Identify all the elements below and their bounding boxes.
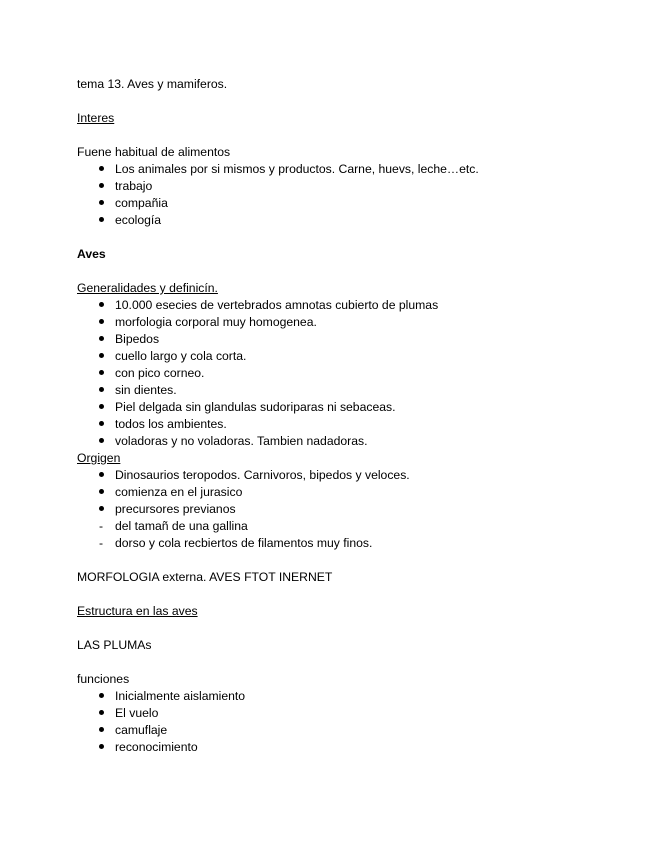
funciones-list — [77, 688, 637, 756]
list-item: Piel delgada sin glandulas sudoriparas ni sebaceas. — [77, 399, 637, 416]
bullet-icon — [95, 399, 107, 416]
list-item: Los animales por si mismos y productos. Carne, huevs, leche…etc. — [77, 161, 637, 178]
morfologia-note: MORFOLOGIA externa. AVES FTOT INERNET — [77, 570, 333, 584]
list-item: sin dientes. — [77, 382, 637, 399]
list-item: compañia — [77, 195, 637, 212]
list-item: con pico corneo. — [77, 365, 637, 382]
bullet-icon — [95, 688, 107, 705]
list-item: morfologia corporal muy homogenea. — [77, 314, 637, 331]
list-item: Dinosaurios teropodos. Carnivoros, bipedos y veloces. — [77, 467, 637, 484]
spacer — [77, 620, 637, 637]
bullet-icon — [95, 433, 107, 450]
list-item: trabajo — [77, 178, 637, 195]
spacer — [77, 654, 637, 671]
funciones-heading: funciones — [77, 672, 130, 686]
list-item: comienza en el jurasico — [77, 484, 637, 501]
spacer — [77, 127, 637, 144]
bullet-icon — [95, 314, 107, 331]
subheading-generalidades: Generalidades y definicín. — [77, 281, 218, 295]
spacer — [77, 552, 637, 569]
bullet-icon — [95, 382, 107, 399]
document-page — [77, 76, 637, 756]
list-item: ecología — [77, 212, 637, 229]
section-heading-interes: Interes — [77, 111, 115, 125]
bullet-icon — [95, 705, 107, 722]
list-item: - dorso y cola recbiertos de filamentos muy finos. — [77, 535, 637, 552]
bullet-icon — [95, 195, 107, 212]
dash-icon — [95, 518, 107, 535]
bullet-icon — [95, 467, 107, 484]
list-item: todos los ambientes. — [77, 416, 637, 433]
list-item: El vuelo — [77, 705, 637, 722]
list-item: Bipedos — [77, 331, 637, 348]
bullet-icon — [95, 739, 107, 756]
spacer — [77, 586, 637, 603]
list-item: 10.000 esecies de vertebrados amnotas cubierto de plumas — [77, 297, 637, 314]
bullet-icon — [95, 161, 107, 178]
plumas-heading: LAS PLUMAs — [77, 638, 152, 652]
list-item: Inicialmente aislamiento — [77, 688, 637, 705]
subheading-origen: Orgigen — [77, 451, 121, 465]
bullet-icon — [95, 501, 107, 518]
section-heading-aves: Aves — [77, 247, 106, 261]
bullet-icon — [95, 178, 107, 195]
generalidades-list — [77, 297, 637, 450]
interes-list — [77, 161, 637, 229]
bullet-icon — [95, 484, 107, 501]
interes-intro: Fuene habitual de alimentos — [77, 145, 231, 159]
spacer — [77, 93, 637, 110]
subheading-estructura: Estructura en las aves — [77, 604, 198, 618]
bullet-icon — [95, 212, 107, 229]
dash-icon — [95, 535, 107, 552]
spacer — [77, 263, 637, 280]
bullet-icon — [95, 331, 107, 348]
origen-list — [77, 467, 637, 552]
list-item: camuflaje — [77, 722, 637, 739]
bullet-icon — [95, 348, 107, 365]
list-item: voladoras y no voladoras. Tambien nadadoras. — [77, 433, 637, 450]
list-item: precursores previanos — [77, 501, 637, 518]
bullet-icon — [95, 365, 107, 382]
spacer — [77, 229, 637, 246]
bullet-icon — [95, 297, 107, 314]
bullet-icon — [95, 416, 107, 433]
bullet-icon — [95, 722, 107, 739]
list-item: cuello largo y cola corta. — [77, 348, 637, 365]
list-item: - del tamañ de una gallina — [77, 518, 637, 535]
list-item: reconocimiento — [77, 739, 637, 756]
document-title: tema 13. Aves y mamiferos. — [77, 77, 228, 91]
